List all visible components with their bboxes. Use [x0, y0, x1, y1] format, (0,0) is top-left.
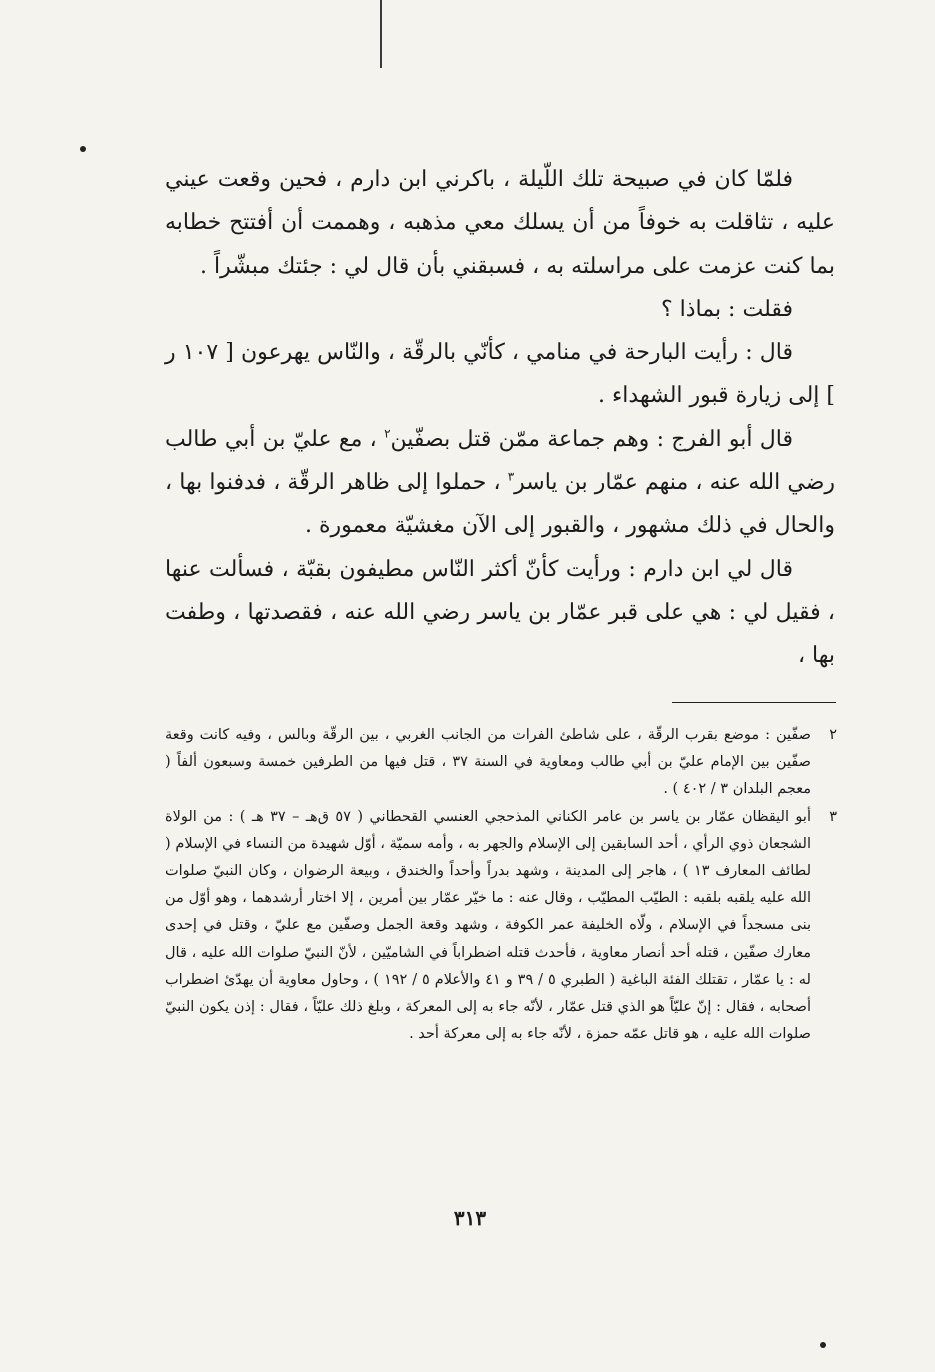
paragraph: قال لي ابن دارم : ورأيت كأنّ أكثر النّاس مطيفون بقبّة ، فسألت عنها ، فقيل لي : هي على قبر عمّار بن ياسر رضي الله عنه ، فقصدتها ، وطفت بها ،: [165, 556, 835, 669]
paragraph: قال : رأيت البارحة في منامي ، كأنّي بالرقّة ، والنّاس يهرعون [ ١٠٧ ر ] إلى زيارة قبور الشهداء .: [165, 340, 835, 409]
paragraph-text: ، حملوا إلى ظاهر الرقّة ، فدفنوا بها ، والحال في ذلك مشهور ، والقبور إلى الآن مغشيّة معمورة .: [165, 470, 835, 539]
paragraph: فقلت : بماذا ؟: [660, 296, 793, 322]
footnote-text: صفّين : موضع بقرب الرقّة ، على شاطئ الفرات من الجانب الغربي ، بين الرقّة وبالس ، وفيه كانت وقعة صفّين بين الإمام عليّ بن أبي طالب ومعاوية في السنة ٣٧ ، قتل فيها من الطرفين خمسة وسبعون ألفاً ( معجم البلدان ٣ / ٤٠٢ ) .: [165, 727, 811, 798]
paragraph-text: قال أبو الفرج : وهم جماعة ممّن قتل بصفّين: [390, 426, 793, 452]
gutter-line: [380, 0, 382, 68]
main-text: [165, 158, 835, 678]
footnotes: [165, 722, 837, 1048]
footnote-number: ٣: [829, 808, 837, 825]
page-mark-dot: [820, 1342, 826, 1348]
paragraph: [165, 418, 835, 548]
footnote-marker: ٢: [384, 426, 391, 441]
footnote: [165, 804, 837, 1049]
footnote-number: ٢: [829, 727, 837, 743]
footnote: [165, 722, 837, 804]
page-number: ٣١٣: [453, 1206, 487, 1230]
paragraph-text: ، مع عليّ بن أبي طالب رضي الله عنه ، منهم عمّار بن ياسر: [165, 426, 835, 496]
footnote-separator: [672, 702, 836, 703]
footnote-marker: ٣: [507, 469, 515, 484]
paragraph: فلمّا كان في صبيحة تلك اللّيلة ، باكرني ابن دارم ، فحين وقعت عيني عليه ، تثاقلت به خوفاً من أن يسلك معي مذهبه ، وهممت أن أفتتح خطابه بما كنت عزمت على مراسلته به ، فسبقني بأن قال لي : جئتك مبشّراً .: [165, 167, 835, 279]
page-mark-dot: [80, 146, 86, 152]
footnote-text: أبو اليقظان عمّار بن ياسر بن عامر الكناني المذحجي العنسي القحطاني ( ٥٧ ق‌هـ – ٣٧ هـ ) : من الولاة الشجعان ذوي الرأي ، أحد السابقين إلى الإسلام والجهر به ، وأمه سميّة ، أوّل شهيدة من النساء في الإسلام ( لطائف المعارف ١٣ ) ، هاجر إلى المدينة ، وشهد بدراً وأحداً والخندق ، وبيعة الرضوان ، وكان النبيّ صلوات الله عليه يلقبه بلقبه : الطيّب المطيّب ، وقال عنه : ما خيّر عمّار بين أمرين ، إلا اختار أرشدهما ، وهو أوّل من بنى مسجداً في الإسلام ، ولّاه الخليفة عمر الكوفة ، وشهد وقعة الجمل وصفّين مع عليّ ، وقتل في إحدى معارك صفّين ، قتله أحد أنصار معاوية ، فأحدث قتله اضطراباً في الشاميّين ، لأنّ النبيّ صلوات الله عليه ، قال له : يا عمّار ، تقتلك الفئة الباغية ( الطبري ٥ / ٣٩ و ٤١ والأعلام ٥ / ١٩٢ ) ، وحاول معاوية أن يهدّئ اضطراب أصحابه ، فقال : إنّ عليّاً هو الذي قتل عمّار ، لأنّه جاء به إلى المعركة ، وبلغ ذلك عليّاً ، فقال : إذن يكون النبيّ صلوات الله عليه ، هو قاتل عمّه حمزة ، لأنّه جاء به إلى معركة أحد .: [165, 808, 811, 1043]
